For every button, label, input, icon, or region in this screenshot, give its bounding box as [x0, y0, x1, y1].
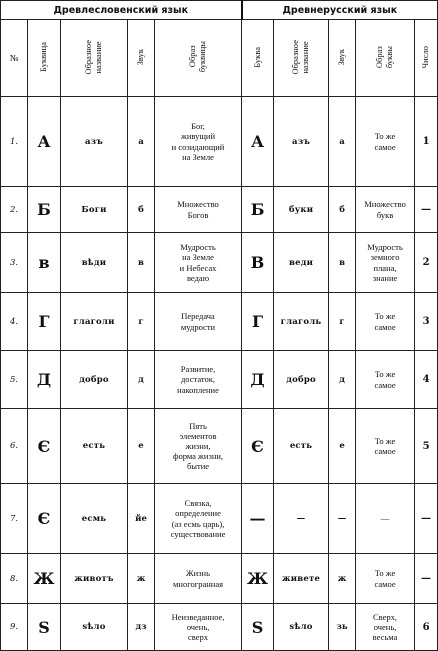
cell-n: 7.	[1, 484, 28, 554]
cell-l-name: Боги	[61, 187, 128, 233]
cell-l-meaning: Связка, определение (аз есмь царь), существование	[155, 484, 242, 554]
cell-r-letter: А	[242, 97, 274, 187]
cell-r-sound: —	[329, 484, 356, 554]
cell-n: 6.	[1, 409, 28, 484]
num-column-header: №	[1, 20, 28, 97]
cell-r-letter: В	[242, 233, 274, 293]
cell-r-letter: Г	[242, 293, 274, 351]
cell-r-name: —	[274, 484, 329, 554]
cell-l-name: глаголи	[61, 293, 128, 351]
cell-l-letter: Є	[28, 484, 61, 554]
cell-l-letter: S	[28, 604, 61, 651]
cell-l-sound: б	[128, 187, 155, 233]
cell-r-sound: а	[329, 97, 356, 187]
letter-left-header-text: Буквица	[38, 42, 49, 72]
cell-l-sound: йе	[128, 484, 155, 554]
cell-r-num: —	[415, 187, 438, 233]
table-row	[1, 604, 438, 651]
letter-right-header	[242, 20, 274, 97]
cell-r-sound: в	[329, 233, 356, 293]
cell-r-name: живете	[274, 554, 329, 604]
cell-r-meaning: —	[356, 484, 415, 554]
cell-l-meaning: Жизнь многогранная	[155, 554, 242, 604]
cell-l-letter: А	[28, 97, 61, 187]
cell-l-name: есмь	[61, 484, 128, 554]
name-left-header-text: Образное название	[83, 39, 103, 75]
cell-r-sound: г	[329, 293, 356, 351]
cell-r-sound: б	[329, 187, 356, 233]
group-title-row	[1, 1, 438, 20]
cell-r-meaning: Мудрость земного плана, знание	[356, 233, 415, 293]
cell-n: 3.	[1, 233, 28, 293]
cell-l-letter: в	[28, 233, 61, 293]
right-group-title: Древнерусский язык	[242, 1, 438, 20]
cell-r-sound: е	[329, 409, 356, 484]
cell-l-letter: Б	[28, 187, 61, 233]
meaning-left-header	[155, 20, 242, 97]
cell-l-meaning: Мудрость на Земле и Небесах ведаю	[155, 233, 242, 293]
cell-l-meaning: Пять элементов жизни, форма жизни, бытие	[155, 409, 242, 484]
cell-n: 9.	[1, 604, 28, 651]
cell-r-sound: ж	[329, 554, 356, 604]
cell-l-sound: в	[128, 233, 155, 293]
cell-n: 4.	[1, 293, 28, 351]
cell-l-sound: д	[128, 351, 155, 409]
cell-r-letter: Д	[242, 351, 274, 409]
cell-l-meaning: Неизведанное, очень, сверх	[155, 604, 242, 651]
cell-l-name: азъ	[61, 97, 128, 187]
table-row	[1, 293, 438, 351]
cell-r-num: —	[415, 554, 438, 604]
table-row	[1, 554, 438, 604]
cell-r-name: буки	[274, 187, 329, 233]
cell-n: 1.	[1, 97, 28, 187]
cell-l-sound: ж	[128, 554, 155, 604]
cell-r-letter: Ж	[242, 554, 274, 604]
meaning-right-header	[356, 20, 415, 97]
cell-l-name: есть	[61, 409, 128, 484]
cell-r-meaning: То же самое	[356, 409, 415, 484]
cell-r-letter: —	[242, 484, 274, 554]
left-group-title: Древлесловенский язык	[1, 1, 242, 20]
cell-l-letter: Ж	[28, 554, 61, 604]
sound-right-header-text: Звук	[336, 48, 347, 66]
cell-l-sound: дз	[128, 604, 155, 651]
table-row	[1, 233, 438, 293]
cell-r-num: 1	[415, 97, 438, 187]
cell-n: 8.	[1, 554, 28, 604]
cell-l-name: вҍди	[61, 233, 128, 293]
cell-l-meaning: Передача мудрости	[155, 293, 242, 351]
cell-l-letter: Г	[28, 293, 61, 351]
cell-l-meaning: Множество Богов	[155, 187, 242, 233]
cell-l-sound: а	[128, 97, 155, 187]
cell-n: 5.	[1, 351, 28, 409]
cell-r-meaning: То же самое	[356, 97, 415, 187]
sound-left-header-text: Звук	[135, 48, 146, 66]
meaning-left-header-text: Образ буквицы	[187, 41, 208, 73]
cell-r-num: 3	[415, 293, 438, 351]
cell-r-sound: д	[329, 351, 356, 409]
cell-r-name: есть	[274, 409, 329, 484]
number-right-header	[415, 20, 438, 97]
name-left-header	[61, 20, 128, 97]
cell-l-name: животъ	[61, 554, 128, 604]
cell-r-name: добро	[274, 351, 329, 409]
cell-l-meaning: Бог, живущий и созидающий на Земле	[155, 97, 242, 187]
table-row	[1, 409, 438, 484]
cell-r-letter: S	[242, 604, 274, 651]
name-right-header-text: Образное название	[290, 39, 311, 75]
cell-l-name: sѣло	[61, 604, 128, 651]
number-right-header-text: Число	[420, 45, 431, 69]
cell-r-sound: зь	[329, 604, 356, 651]
cell-l-name: добро	[61, 351, 128, 409]
cell-r-num: 2	[415, 233, 438, 293]
cell-r-meaning: То же самое	[356, 293, 415, 351]
cell-r-num: —	[415, 484, 438, 554]
cell-r-num: 5	[415, 409, 438, 484]
cell-l-meaning: Развитие, достаток, накопление	[155, 351, 242, 409]
table-row	[1, 484, 438, 554]
cell-r-meaning: Сверх, очень, весьма	[356, 604, 415, 651]
table-row	[1, 187, 438, 233]
cell-r-num: 6	[415, 604, 438, 651]
sound-right-header	[329, 20, 356, 97]
cell-r-letter: Б	[242, 187, 274, 233]
table-row	[1, 351, 438, 409]
cell-l-sound: г	[128, 293, 155, 351]
table-row	[1, 97, 438, 187]
cell-r-meaning: Множество букв	[356, 187, 415, 233]
cell-r-meaning: То же самое	[356, 554, 415, 604]
cell-l-letter: Є	[28, 409, 61, 484]
cell-l-sound: е	[128, 409, 155, 484]
cell-r-name: глаголь	[274, 293, 329, 351]
cell-r-meaning: То же самое	[356, 351, 415, 409]
name-right-header	[274, 20, 329, 97]
cell-r-name: веди	[274, 233, 329, 293]
cell-r-num: 4	[415, 351, 438, 409]
cell-n: 2.	[1, 187, 28, 233]
cell-r-letter: Є	[242, 409, 274, 484]
cell-r-name: sѣло	[274, 604, 329, 651]
letter-right-header-text: Буква	[251, 46, 262, 68]
cell-r-name: азъ	[274, 97, 329, 187]
letter-left-header	[28, 20, 61, 97]
meaning-right-header-text: Образ буквы	[374, 45, 395, 69]
cell-l-letter: Д	[28, 351, 61, 409]
column-header-row	[1, 20, 438, 97]
sound-left-header	[128, 20, 155, 97]
